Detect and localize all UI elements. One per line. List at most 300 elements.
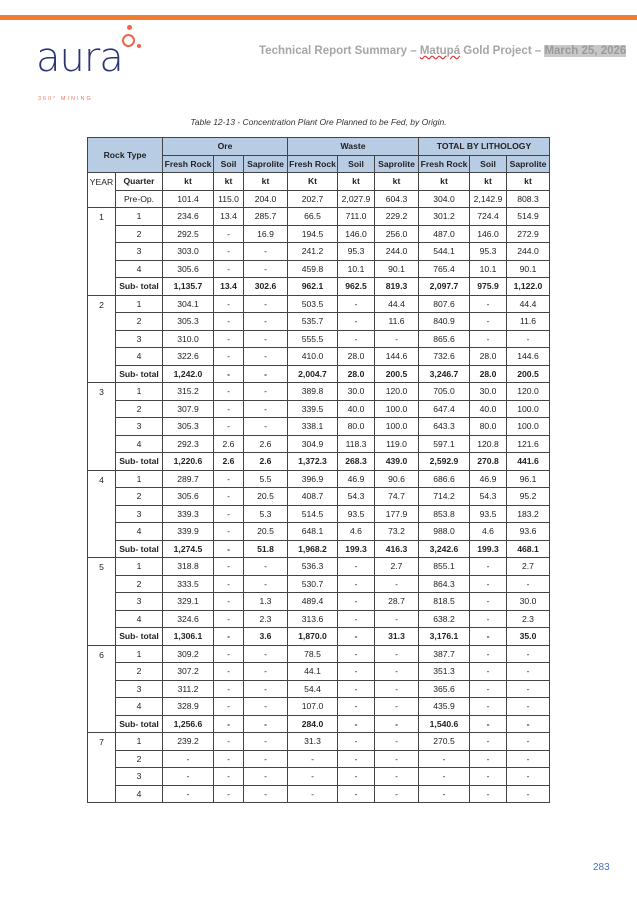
- quarter-cell: 4: [116, 348, 163, 366]
- value-cell: 46.9: [338, 470, 375, 488]
- value-cell: 90.1: [507, 260, 550, 278]
- table-row: [88, 470, 550, 488]
- value-cell: 13.4: [214, 208, 244, 226]
- value-cell: -: [470, 733, 507, 751]
- value-cell: 503.5: [288, 295, 338, 313]
- page-number: 283: [593, 862, 610, 873]
- value-cell: 638.2: [419, 610, 470, 628]
- value-cell: 239.2: [163, 733, 214, 751]
- value-cell: 80.0: [338, 418, 375, 436]
- value-cell: 100.0: [375, 418, 419, 436]
- value-cell: -: [244, 418, 288, 436]
- value-cell: 54.4: [288, 680, 338, 698]
- value-cell: 194.5: [288, 225, 338, 243]
- value-cell: 199.3: [338, 540, 375, 558]
- value-cell: -: [375, 575, 419, 593]
- value-cell: 387.7: [419, 645, 470, 663]
- value-cell: 35.0: [507, 628, 550, 646]
- value-cell: 3,242.6: [419, 540, 470, 558]
- quarter-cell: 1: [116, 558, 163, 576]
- group-header-waste: Waste: [288, 138, 419, 156]
- value-cell: 2.6: [214, 435, 244, 453]
- value-cell: 807.6: [419, 295, 470, 313]
- value-cell: 647.4: [419, 400, 470, 418]
- value-cell: -: [338, 663, 375, 681]
- value-cell: 96.1: [507, 470, 550, 488]
- units-row: [88, 173, 550, 191]
- value-cell: 285.7: [244, 208, 288, 226]
- value-cell: -: [338, 330, 375, 348]
- table-row: [88, 768, 550, 786]
- subcolumn-header: Fresh Rock: [419, 155, 470, 173]
- value-cell: 765.4: [419, 260, 470, 278]
- value-cell: -: [244, 383, 288, 401]
- header-title-suffix: Gold Project –: [460, 45, 545, 57]
- value-cell: -: [470, 750, 507, 768]
- value-cell: 864.3: [419, 575, 470, 593]
- table-row: [88, 733, 550, 751]
- value-cell: 80.0: [470, 418, 507, 436]
- value-cell: 855.1: [419, 558, 470, 576]
- table-row: [88, 663, 550, 681]
- year-cell: 1: [88, 208, 116, 296]
- value-cell: 51.8: [244, 540, 288, 558]
- unit-cell: Kt: [288, 173, 338, 191]
- table-row: [88, 680, 550, 698]
- value-cell: -: [214, 628, 244, 646]
- value-cell: -: [214, 680, 244, 698]
- value-cell: -: [470, 663, 507, 681]
- value-cell: 40.0: [338, 400, 375, 418]
- value-cell: 307.2: [163, 663, 214, 681]
- value-cell: -: [244, 750, 288, 768]
- value-cell: 313.6: [288, 610, 338, 628]
- value-cell: 115.0: [214, 190, 244, 208]
- value-cell: -: [338, 733, 375, 751]
- value-cell: 20.5: [244, 488, 288, 506]
- value-cell: 3,176.1: [419, 628, 470, 646]
- value-cell: 270.8: [470, 453, 507, 471]
- value-cell: -: [338, 750, 375, 768]
- value-cell: 28.0: [470, 348, 507, 366]
- value-cell: 711.0: [338, 208, 375, 226]
- value-cell: 120.0: [375, 383, 419, 401]
- value-cell: 93.5: [470, 505, 507, 523]
- value-cell: 468.1: [507, 540, 550, 558]
- value-cell: 301.2: [419, 208, 470, 226]
- value-cell: 1,135.7: [163, 278, 214, 296]
- value-cell: 3,246.7: [419, 365, 470, 383]
- table-row: [88, 418, 550, 436]
- value-cell: 328.9: [163, 698, 214, 716]
- value-cell: 305.3: [163, 313, 214, 331]
- value-cell: 5.5: [244, 470, 288, 488]
- value-cell: -: [214, 593, 244, 611]
- year-cell: 3: [88, 383, 116, 471]
- value-cell: 20.5: [244, 523, 288, 541]
- value-cell: -: [244, 313, 288, 331]
- table-row: [88, 610, 550, 628]
- value-cell: -: [288, 750, 338, 768]
- unit-cell: kt: [338, 173, 375, 191]
- group-header-total: TOTAL BY LITHOLOGY: [419, 138, 550, 156]
- year-cell: 7: [88, 733, 116, 803]
- value-cell: -: [507, 575, 550, 593]
- value-cell: 819.3: [375, 278, 419, 296]
- value-cell: 597.1: [419, 435, 470, 453]
- value-cell: 44.4: [375, 295, 419, 313]
- value-cell: 686.6: [419, 470, 470, 488]
- value-cell: 315.2: [163, 383, 214, 401]
- table-row: [88, 785, 550, 803]
- value-cell: 304.0: [419, 190, 470, 208]
- logo-word: aura: [36, 35, 123, 81]
- quarter-cell: 1: [116, 645, 163, 663]
- value-cell: 31.3: [288, 733, 338, 751]
- value-cell: 10.1: [338, 260, 375, 278]
- subcolumn-header: Soil: [214, 155, 244, 173]
- value-cell: 408.7: [288, 488, 338, 506]
- value-cell: -: [214, 243, 244, 261]
- value-cell: 1,870.0: [288, 628, 338, 646]
- value-cell: 1,122.0: [507, 278, 550, 296]
- unit-cell: kt: [507, 173, 550, 191]
- year-cell: 5: [88, 558, 116, 646]
- quarter-cell: 3: [116, 593, 163, 611]
- value-cell: 1,274.5: [163, 540, 214, 558]
- value-cell: 146.0: [338, 225, 375, 243]
- value-cell: -: [470, 628, 507, 646]
- value-cell: 73.2: [375, 523, 419, 541]
- value-cell: 1,540.6: [419, 715, 470, 733]
- value-cell: 44.1: [288, 663, 338, 681]
- value-cell: 365.6: [419, 680, 470, 698]
- value-cell: 121.6: [507, 435, 550, 453]
- unit-cell: kt: [419, 173, 470, 191]
- year-header: YEAR: [88, 173, 116, 208]
- caption-text: Concentration Plant Ore Planned to be Fed, by Origin.: [242, 117, 447, 127]
- value-cell: -: [507, 663, 550, 681]
- value-cell: 66.5: [288, 208, 338, 226]
- value-cell: -: [214, 400, 244, 418]
- value-cell: -: [338, 313, 375, 331]
- value-cell: -: [244, 365, 288, 383]
- value-cell: 435.9: [419, 698, 470, 716]
- value-cell: 302.6: [244, 278, 288, 296]
- subcolumn-header: Saprolite: [507, 155, 550, 173]
- value-cell: -: [288, 785, 338, 803]
- value-cell: 28.0: [470, 365, 507, 383]
- table-row: [88, 330, 550, 348]
- value-cell: 535.7: [288, 313, 338, 331]
- quarter-cell: 2: [116, 663, 163, 681]
- ore-feed-table: [87, 137, 550, 803]
- value-cell: 962.5: [338, 278, 375, 296]
- value-cell: -: [244, 715, 288, 733]
- value-cell: 3.6: [244, 628, 288, 646]
- quarter-cell: 3: [116, 680, 163, 698]
- quarter-cell: 4: [116, 785, 163, 803]
- quarter-cell: Pre-Op.: [116, 190, 163, 208]
- value-cell: -: [470, 295, 507, 313]
- value-cell: -: [214, 330, 244, 348]
- value-cell: 351.3: [419, 663, 470, 681]
- value-cell: -: [214, 348, 244, 366]
- value-cell: 514.9: [507, 208, 550, 226]
- value-cell: -: [470, 645, 507, 663]
- value-cell: 204.0: [244, 190, 288, 208]
- table-row: [88, 295, 550, 313]
- value-cell: 988.0: [419, 523, 470, 541]
- value-cell: -: [214, 295, 244, 313]
- quarter-cell: 1: [116, 733, 163, 751]
- value-cell: 2,027.9: [338, 190, 375, 208]
- value-cell: 270.5: [419, 733, 470, 751]
- value-cell: 2.7: [507, 558, 550, 576]
- value-cell: 5.3: [244, 505, 288, 523]
- value-cell: 95.3: [338, 243, 375, 261]
- unit-cell: kt: [470, 173, 507, 191]
- quarter-cell: 3: [116, 418, 163, 436]
- value-cell: 256.0: [375, 225, 419, 243]
- table-row: [88, 313, 550, 331]
- value-cell: 95.2: [507, 488, 550, 506]
- value-cell: -: [214, 383, 244, 401]
- value-cell: 272.9: [507, 225, 550, 243]
- value-cell: -: [244, 575, 288, 593]
- value-cell: 100.0: [507, 400, 550, 418]
- value-cell: 1,242.0: [163, 365, 214, 383]
- value-cell: 292.5: [163, 225, 214, 243]
- quarter-cell: Sub- total: [116, 715, 163, 733]
- value-cell: 28.7: [375, 593, 419, 611]
- value-cell: -: [507, 750, 550, 768]
- value-cell: 2.7: [375, 558, 419, 576]
- value-cell: 732.6: [419, 348, 470, 366]
- table-row: [88, 488, 550, 506]
- value-cell: 234.6: [163, 208, 214, 226]
- value-cell: 1,256.6: [163, 715, 214, 733]
- value-cell: -: [163, 785, 214, 803]
- subcolumn-header: Saprolite: [375, 155, 419, 173]
- value-cell: 439.0: [375, 453, 419, 471]
- value-cell: 304.1: [163, 295, 214, 313]
- value-cell: -: [338, 698, 375, 716]
- value-cell: -: [338, 645, 375, 663]
- value-cell: -: [470, 610, 507, 628]
- subtotal-row: [88, 365, 550, 383]
- value-cell: -: [244, 260, 288, 278]
- value-cell: 268.3: [338, 453, 375, 471]
- subtotal-row: [88, 628, 550, 646]
- value-cell: 975.9: [470, 278, 507, 296]
- value-cell: 4.6: [470, 523, 507, 541]
- logo-dot-small-icon: [137, 44, 141, 48]
- subtotal-row: [88, 715, 550, 733]
- quarter-cell: 2: [116, 313, 163, 331]
- value-cell: 120.0: [507, 383, 550, 401]
- value-cell: -: [419, 768, 470, 786]
- value-cell: -: [214, 645, 244, 663]
- value-cell: 1.3: [244, 593, 288, 611]
- value-cell: 303.0: [163, 243, 214, 261]
- value-cell: -: [375, 768, 419, 786]
- value-cell: -: [470, 785, 507, 803]
- quarter-header: Quarter: [116, 173, 163, 191]
- value-cell: -: [507, 698, 550, 716]
- value-cell: -: [507, 768, 550, 786]
- value-cell: 120.8: [470, 435, 507, 453]
- value-cell: 305.3: [163, 418, 214, 436]
- value-cell: 304.9: [288, 435, 338, 453]
- value-cell: 1,968.2: [288, 540, 338, 558]
- value-cell: 107.0: [288, 698, 338, 716]
- quarter-cell: 2: [116, 400, 163, 418]
- header-title-prefix: Technical Report Summary –: [259, 45, 420, 57]
- value-cell: 119.0: [375, 435, 419, 453]
- value-cell: 322.6: [163, 348, 214, 366]
- table-row: [88, 348, 550, 366]
- subcolumn-header: Soil: [338, 155, 375, 173]
- value-cell: 54.3: [338, 488, 375, 506]
- value-cell: 648.1: [288, 523, 338, 541]
- aura-logo: [36, 24, 123, 102]
- value-cell: -: [244, 243, 288, 261]
- value-cell: -: [244, 330, 288, 348]
- group-header-ore: Ore: [163, 138, 288, 156]
- value-cell: 95.3: [470, 243, 507, 261]
- header-date: March 25, 2026: [544, 45, 627, 57]
- value-cell: 962.1: [288, 278, 338, 296]
- header-accent-bar: [0, 15, 637, 20]
- quarter-cell: 2: [116, 488, 163, 506]
- subtotal-row: [88, 453, 550, 471]
- value-cell: 853.8: [419, 505, 470, 523]
- value-cell: -: [214, 663, 244, 681]
- value-cell: 30.0: [470, 383, 507, 401]
- table-row: [88, 225, 550, 243]
- subtotal-row: [88, 278, 550, 296]
- value-cell: -: [214, 260, 244, 278]
- header-project-name: Matupá: [419, 45, 461, 57]
- value-cell: 339.5: [288, 400, 338, 418]
- value-cell: -: [338, 575, 375, 593]
- value-cell: 714.2: [419, 488, 470, 506]
- value-cell: 100.0: [507, 418, 550, 436]
- quarter-cell: 1: [116, 295, 163, 313]
- value-cell: -: [244, 295, 288, 313]
- value-cell: 10.1: [470, 260, 507, 278]
- value-cell: -: [214, 733, 244, 751]
- table-row: [88, 400, 550, 418]
- value-cell: -: [338, 715, 375, 733]
- value-cell: -: [163, 768, 214, 786]
- value-cell: -: [214, 768, 244, 786]
- value-cell: -: [470, 680, 507, 698]
- value-cell: 311.2: [163, 680, 214, 698]
- unit-cell: kt: [214, 173, 244, 191]
- quarter-cell: 4: [116, 698, 163, 716]
- value-cell: 555.5: [288, 330, 338, 348]
- value-cell: 93.5: [338, 505, 375, 523]
- value-cell: -: [507, 330, 550, 348]
- value-cell: 2,592.9: [419, 453, 470, 471]
- value-cell: 177.9: [375, 505, 419, 523]
- table-caption: [0, 117, 637, 127]
- value-cell: -: [244, 645, 288, 663]
- value-cell: -: [244, 733, 288, 751]
- value-cell: -: [214, 785, 244, 803]
- value-cell: -: [375, 785, 419, 803]
- value-cell: -: [214, 540, 244, 558]
- value-cell: -: [507, 733, 550, 751]
- value-cell: 100.0: [375, 400, 419, 418]
- logo-dot-icon: [127, 25, 132, 30]
- quarter-cell: 1: [116, 208, 163, 226]
- value-cell: -: [338, 593, 375, 611]
- rock-type-header: Rock Type: [88, 138, 163, 173]
- quarter-cell: 4: [116, 260, 163, 278]
- value-cell: 307.9: [163, 400, 214, 418]
- value-cell: 487.0: [419, 225, 470, 243]
- value-cell: 244.0: [507, 243, 550, 261]
- value-cell: 144.6: [507, 348, 550, 366]
- value-cell: -: [338, 680, 375, 698]
- value-cell: 338.1: [288, 418, 338, 436]
- value-cell: 389.8: [288, 383, 338, 401]
- table-row: [88, 208, 550, 226]
- value-cell: 324.6: [163, 610, 214, 628]
- value-cell: -: [507, 645, 550, 663]
- quarter-cell: 2: [116, 225, 163, 243]
- quarter-cell: 3: [116, 768, 163, 786]
- quarter-cell: 1: [116, 470, 163, 488]
- value-cell: 289.7: [163, 470, 214, 488]
- quarter-cell: 3: [116, 330, 163, 348]
- value-cell: -: [214, 225, 244, 243]
- table-row: [88, 435, 550, 453]
- value-cell: 808.3: [507, 190, 550, 208]
- value-cell: 146.0: [470, 225, 507, 243]
- value-cell: 284.0: [288, 715, 338, 733]
- value-cell: 241.2: [288, 243, 338, 261]
- value-cell: -: [214, 715, 244, 733]
- value-cell: 305.6: [163, 488, 214, 506]
- value-cell: 514.5: [288, 505, 338, 523]
- value-cell: 244.0: [375, 243, 419, 261]
- value-cell: 16.9: [244, 225, 288, 243]
- value-cell: -: [338, 295, 375, 313]
- quarter-cell: Sub- total: [116, 278, 163, 296]
- value-cell: 305.6: [163, 260, 214, 278]
- value-cell: 13.4: [214, 278, 244, 296]
- value-cell: -: [214, 610, 244, 628]
- value-cell: 2,004.7: [288, 365, 338, 383]
- value-cell: 4.6: [338, 523, 375, 541]
- value-cell: -: [214, 418, 244, 436]
- quarter-cell: 3: [116, 505, 163, 523]
- value-cell: -: [244, 558, 288, 576]
- value-cell: 489.4: [288, 593, 338, 611]
- value-cell: 333.5: [163, 575, 214, 593]
- value-cell: -: [470, 330, 507, 348]
- value-cell: -: [288, 768, 338, 786]
- value-cell: -: [375, 645, 419, 663]
- value-cell: 339.3: [163, 505, 214, 523]
- value-cell: 536.3: [288, 558, 338, 576]
- table-row-preop: [88, 190, 550, 208]
- value-cell: 441.6: [507, 453, 550, 471]
